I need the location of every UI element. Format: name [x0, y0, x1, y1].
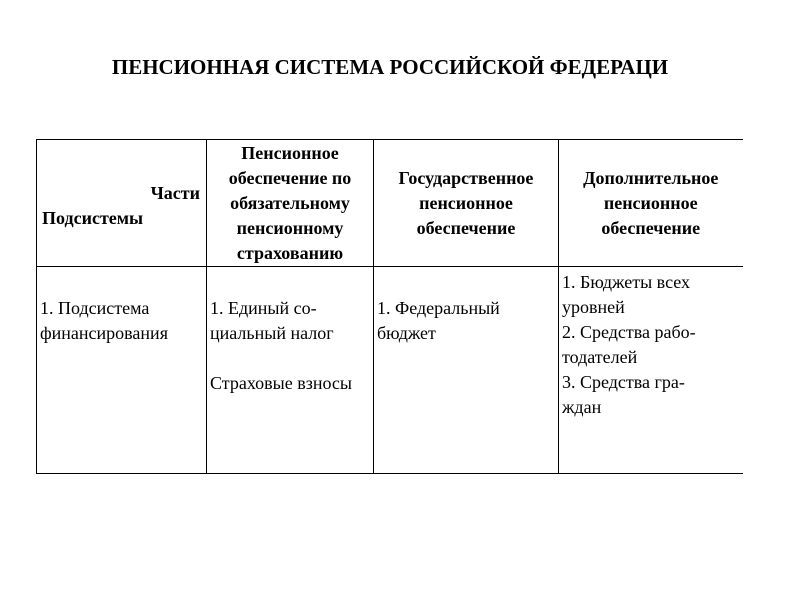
corner-label-subsystems: Подсистемы — [42, 208, 144, 228]
row-label-financing-subsystem: 1. Подсистема финансирования — [40, 298, 168, 343]
corner-header-cell — [37, 140, 207, 267]
table-row — [37, 267, 743, 474]
table-cell-mandatory-insurance — [207, 267, 374, 474]
table-header-row — [37, 140, 743, 267]
header-cell-mandatory-insurance: Пенсионное обеспечение по обязательному пенсионному страхованию — [207, 140, 374, 267]
header-cell-state-pension: Государственное пенсионное обеспечение — [374, 140, 559, 267]
pension-system-table — [36, 139, 743, 474]
corner-label-parts: Части — [150, 183, 200, 203]
row-label-cell — [37, 267, 207, 474]
table-cell-additional-pension — [559, 267, 743, 474]
cell-text-mandatory-insurance: 1. Единый со- циальный налог Страховые взносы — [210, 298, 353, 393]
cell-text-additional-pension: 1. Бюджеты всех уровней 2. Средства рабо- тодателей 3. Средства гра- ждан — [562, 272, 696, 417]
table-cell-state-pension — [374, 267, 559, 474]
page-title: ПЕНСИОННАЯ СИСТЕМА РОССИЙСКОЙ ФЕДЕРАЦИ — [111, 55, 669, 79]
pension-system-table-container — [36, 139, 742, 473]
header-cell-additional-pension: Дополнительное пенсионное обеспечение — [559, 140, 743, 267]
cell-text-state-pension: 1. Федеральный бюджет — [377, 298, 500, 343]
